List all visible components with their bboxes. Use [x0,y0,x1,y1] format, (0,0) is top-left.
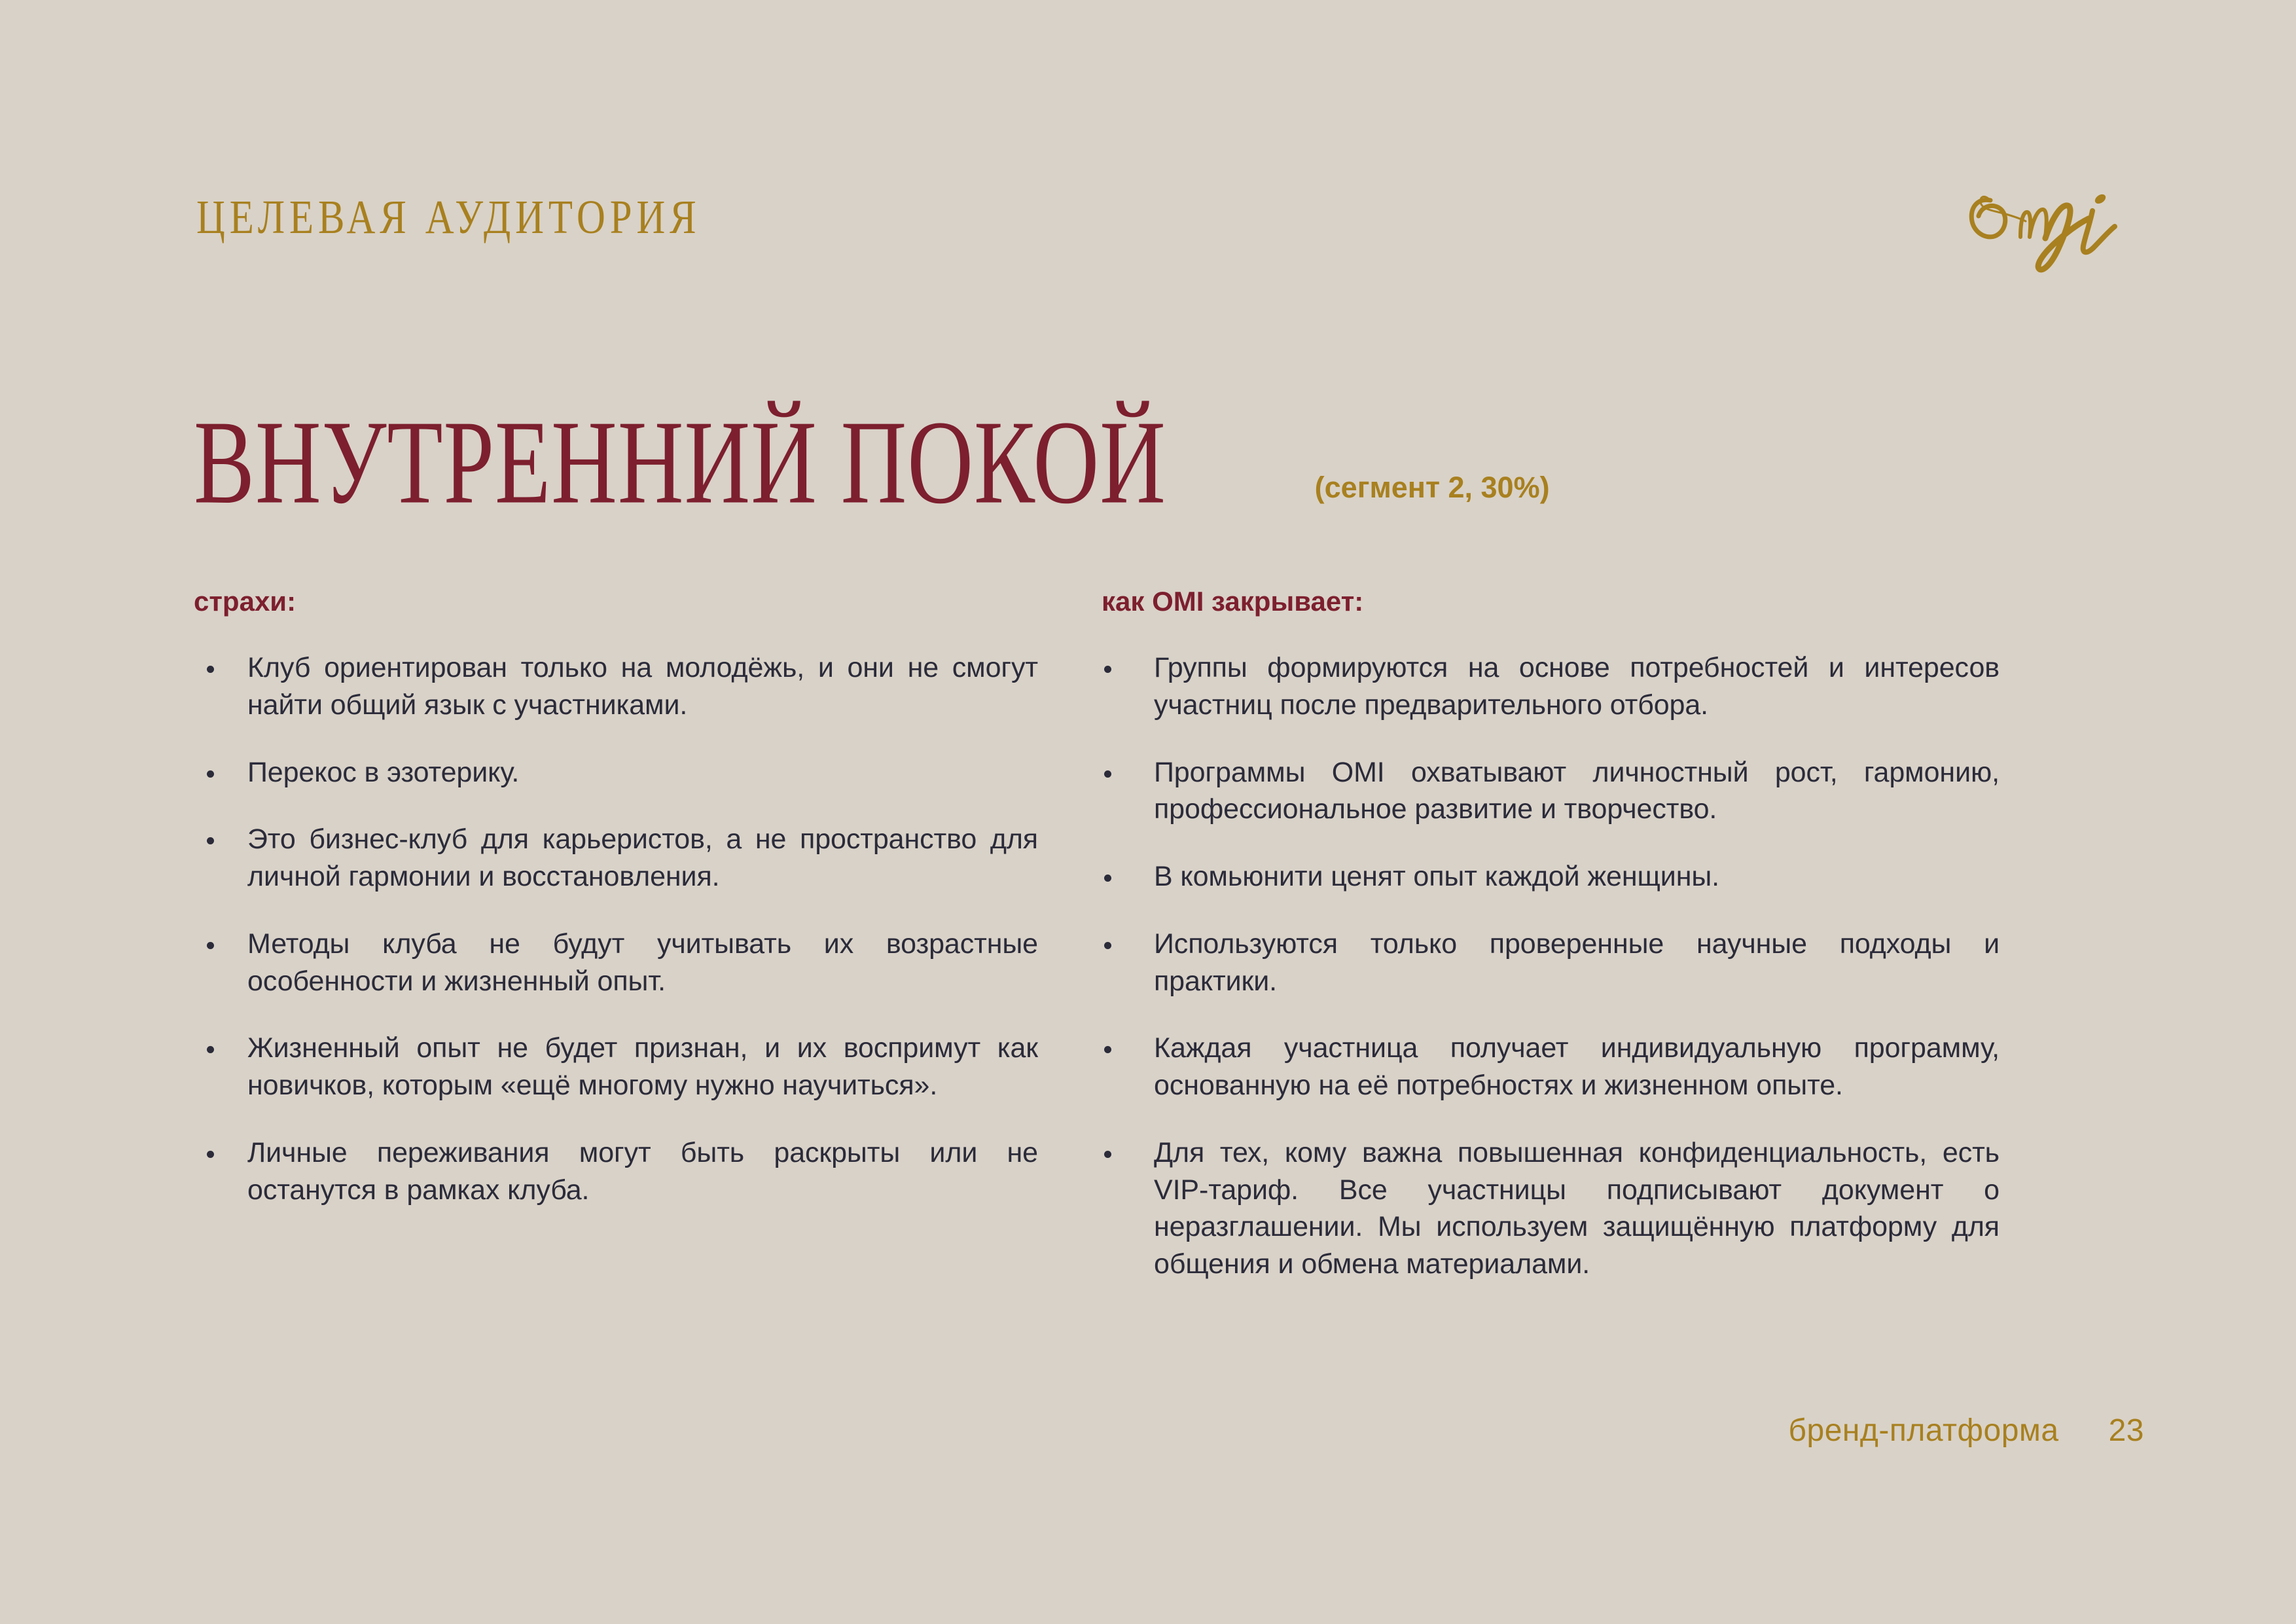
list-item: Методы клуба не будут учитывать их возрастные особенности и жизненный опыт. [194,926,1038,1000]
list-item: Перекос в эзотерику. [194,754,1038,791]
list-item: Каждая участница получает индивидуальную программу, основанную на её потребностях и жизненном опыте. [1090,1030,2000,1104]
fears-list [194,649,1038,1208]
solutions-list [1090,649,2000,1283]
footer [1789,1413,2144,1449]
segment-label: (сегмент 2, 30%) [1314,471,1550,504]
list-item: Жизненный опыт не будет признан, и их воспримут как новичков, которым «ещё многому нужно научиться». [194,1030,1038,1104]
solutions-heading: как OMI закрывает: [1102,586,1364,617]
fears-column [194,588,1038,1208]
omi-logo-icon [1952,156,2149,280]
page-title: ВНУТРЕННИЙ ПОКОЙ [194,396,1166,529]
page-number: 23 [2108,1413,2144,1448]
list-item: Программы OMI охватывают личностный рост, гармонию, профессиональное развитие и творчество. [1090,754,2000,829]
fears-heading: страхи: [194,586,296,617]
list-item: Используются только проверенные научные подходы и практики. [1090,926,2000,1000]
omi-logo [1952,156,2149,280]
solutions-column [1090,588,2000,1283]
list-item: Для тех, кому важна повышенная конфиденциальность, есть VIP-тариф. Все участницы подписывают документ о неразглашении. Мы используем защищённую платформу для общения и обмена материалами. [1090,1134,2000,1283]
footer-label: бренд-платформа [1788,1413,2059,1448]
list-item: Личные переживания могут быть раскрыты или не останутся в рамках клуба. [194,1134,1038,1209]
list-item: В комьюнити ценят опыт каждой женщины. [1090,858,2000,895]
title-row [194,396,1550,529]
section-eyebrow: ЦЕЛЕВАЯ АУДИТОРИЯ [196,191,701,244]
list-item: Группы формируются на основе потребностей и интересов участниц после предварительного отбора. [1090,649,2000,724]
list-item: Клуб ориентирован только на молодёжь, и они не смогут найти общий язык с участниками. [194,649,1038,724]
list-item: Это бизнес-клуб для карьеристов, а не пространство для личной гармонии и восстановления. [194,821,1038,895]
